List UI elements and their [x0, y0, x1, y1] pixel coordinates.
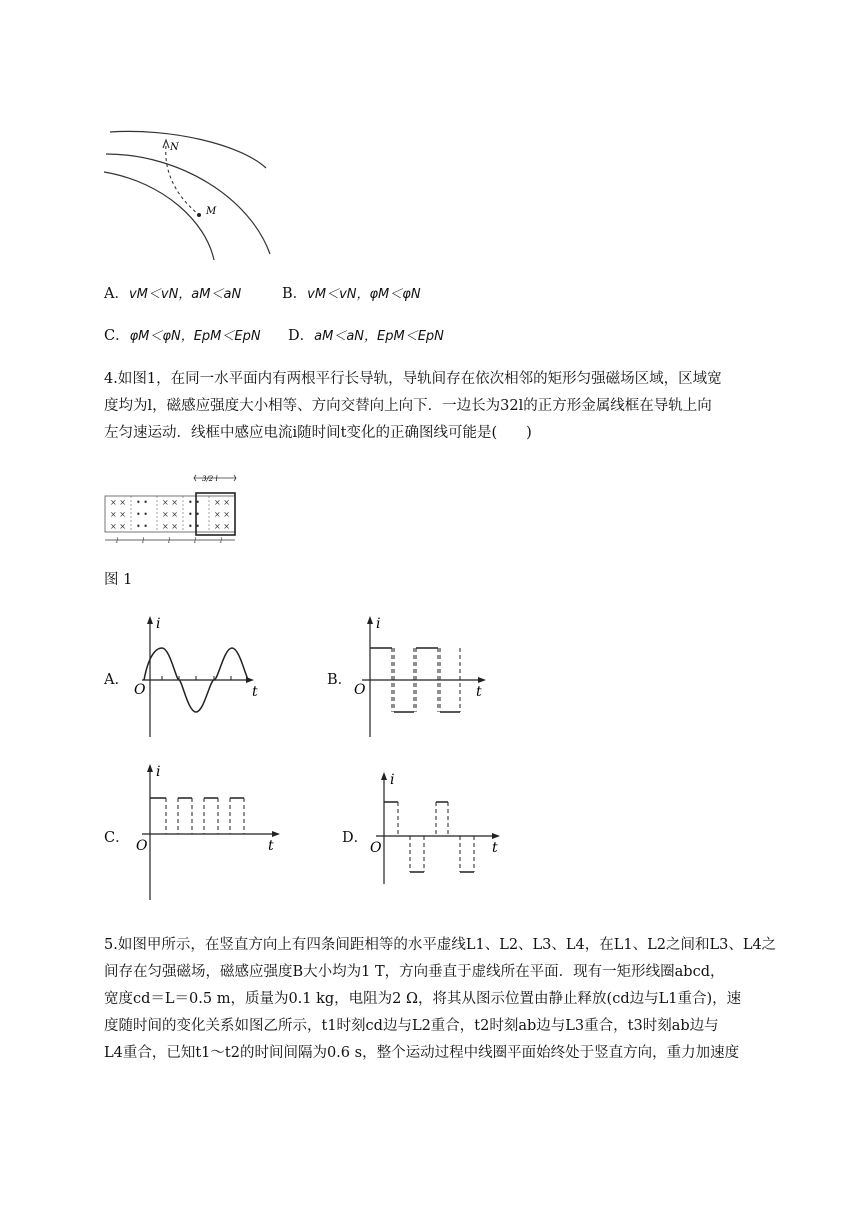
q5-line-4: 度随时间的变化关系如图乙所示，t1时刻cd边与L2重合，t2时刻ab边与L3重合，t3时刻ab边与 — [104, 1018, 719, 1034]
q3-option-d-text: aM＜aN，EpM＜EpN — [314, 329, 444, 344]
q4-option-c-label: C． — [104, 830, 130, 846]
svg-text:t: t — [492, 840, 498, 856]
svg-text:t: t — [268, 838, 274, 854]
q3-option-c-text: φM＜φN，EpM＜EpN — [129, 329, 261, 344]
q4-option-c-graph — [132, 760, 282, 900]
svg-text:• •: • • — [188, 498, 200, 507]
svg-text:i: i — [156, 764, 161, 780]
axis-arrow-right-icon — [478, 677, 486, 683]
fig-label-three-halves-l: 3/2 l — [202, 475, 218, 483]
trajectory-dashed — [166, 146, 198, 214]
q3-field-figure — [100, 124, 272, 260]
q4-option-b-label: B． — [327, 672, 353, 688]
q3-option-b: B．vM＜vN，φM＜φN — [282, 286, 421, 302]
q4-option-b-graph — [352, 612, 492, 742]
svg-text:t: t — [252, 684, 258, 700]
axis-arrow-up-icon — [147, 616, 153, 624]
q4-line-2: 度均为l，磁感应强度大小相等、方向交替向上向下．一边长为32l的正方形金属线框在导轨上向 — [104, 398, 712, 414]
label-n: N — [170, 142, 179, 153]
svg-text:l: l — [220, 537, 223, 545]
svg-text:• •: • • — [136, 510, 148, 519]
svg-text:• •: • • — [136, 498, 148, 507]
svg-text:• •: • • — [188, 510, 200, 519]
svg-text:i: i — [376, 616, 381, 632]
svg-text:× ×: × × — [214, 498, 230, 507]
field-line-outer — [110, 131, 266, 168]
q4-option-a-label: A． — [104, 672, 129, 688]
point-m-dot — [197, 213, 201, 217]
svg-text:O: O — [354, 682, 366, 698]
q3-option-c: C．φM＜φN，EpM＜EpN — [104, 328, 261, 344]
q3-option-b-text: vM＜vN，φM＜φN — [307, 287, 421, 302]
q3-option-a: A．vM＜vN，aM＜aN — [104, 286, 242, 302]
axis-arrow-up-icon — [381, 772, 387, 780]
q5-line-2: 间存在匀强磁场，磁感应强度B大小均为1 T，方向垂直于虚线所在平面．现有一矩形线圈abcd， — [104, 964, 725, 980]
svg-text:i: i — [390, 772, 395, 788]
svg-text:× ×: × × — [110, 498, 126, 507]
axis-arrow-right-icon — [492, 833, 500, 839]
svg-text:× ×: × × — [214, 522, 230, 531]
svg-text:l: l — [168, 537, 171, 545]
axis-arrow-up-icon — [147, 764, 153, 772]
svg-text:t: t — [476, 684, 482, 700]
svg-text:× ×: × × — [162, 498, 178, 507]
svg-text:• •: • • — [188, 522, 200, 531]
q4-option-a-graph — [132, 612, 272, 742]
svg-text:× ×: × × — [214, 510, 230, 519]
q4-line-3: 左匀速运动．线框中感应电流i随时间t变化的正确图线可能是( ) — [104, 425, 532, 441]
svg-text:O: O — [136, 838, 148, 854]
svg-text:O: O — [370, 840, 382, 856]
q4-option-d-graph — [366, 768, 506, 888]
axis-arrow-up-icon — [367, 616, 373, 624]
svg-text:• •: • • — [136, 522, 148, 531]
axis-arrow-right-icon — [272, 831, 280, 837]
q5-line-3: 宽度cd＝L＝0.5 m，质量为0.1 kg，电阻为2 Ω，将其从图示位置由静止释放(cd边与L1重合)，速 — [104, 991, 742, 1007]
q5-line-5: L4重合，已知t1～t2的时间间隔为0.6 s，整个运动过程中线圈平面始终处于竖直方向，重力加速度 — [104, 1045, 740, 1061]
q4-question — [104, 366, 760, 447]
svg-text:i: i — [156, 616, 161, 632]
svg-text:× ×: × × — [110, 510, 126, 519]
svg-text:O: O — [134, 682, 146, 698]
q5-question — [104, 932, 777, 1067]
svg-text:l: l — [116, 537, 119, 545]
q4-figure-caption: 图 1 — [104, 572, 133, 588]
q5-line-1: 5.如图甲所示，在竖直方向上有四条间距相等的水平虚线L1、L2、L3、L4，在L1、L2之间和L3、L4之 — [104, 937, 777, 953]
q4-figure-1 — [102, 470, 238, 546]
svg-text:l: l — [142, 537, 145, 545]
q4-line-1: 4.如图1，在同一水平面内有两根平行长导轨，导轨间存在依次相邻的矩形匀强磁场区域，区域宽 — [104, 371, 722, 387]
field-line-middle — [106, 154, 270, 254]
q4-option-d-label: D． — [342, 830, 369, 846]
svg-text:l: l — [194, 537, 197, 545]
svg-text:× ×: × × — [162, 522, 178, 531]
svg-text:× ×: × × — [162, 510, 178, 519]
q3-option-a-text: vM＜vN，aM＜aN — [128, 287, 242, 302]
label-m: M — [206, 206, 217, 217]
svg-text:× ×: × × — [110, 522, 126, 531]
q3-option-d: D．aM＜aN，EpM＜EpN — [288, 328, 444, 344]
